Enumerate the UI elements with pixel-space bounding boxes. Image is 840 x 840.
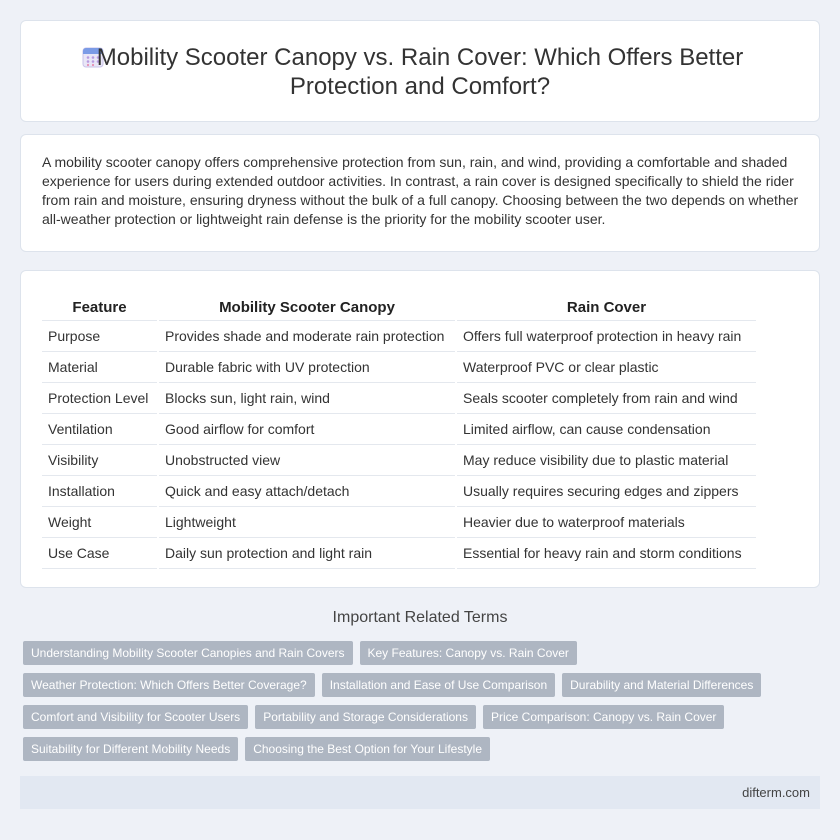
related-term-tag[interactable]: Portability and Storage Considerations	[255, 705, 476, 729]
related-term-tag[interactable]: Weather Protection: Which Offers Better Coverage?	[23, 673, 315, 697]
table-header-row	[42, 295, 756, 320]
cell-rain-cover: Offers full waterproof protection in heavy rain	[456, 320, 756, 351]
cell-rain-cover: Waterproof PVC or clear plastic	[456, 351, 756, 382]
related-term-tag[interactable]: Price Comparison: Canopy vs. Rain Cover	[483, 705, 724, 729]
cell-feature: Weight	[42, 506, 158, 537]
cell-canopy: Good airflow for comfort	[158, 413, 456, 444]
cell-canopy: Durable fabric with UV protection	[158, 351, 456, 382]
related-term-tag[interactable]: Choosing the Best Option for Your Lifestyle	[245, 737, 490, 761]
page-title: Mobility Scooter Canopy vs. Rain Cover: Which Offers Better Protection and Comfort?	[96, 44, 744, 100]
cell-canopy: Lightweight	[158, 506, 456, 537]
table-row	[42, 444, 756, 475]
cell-rain-cover: May reduce visibility due to plastic material	[456, 444, 756, 475]
comparison-table	[42, 295, 756, 569]
header-rain-cover: Rain Cover	[456, 295, 756, 320]
header-canopy: Mobility Scooter Canopy	[158, 295, 456, 320]
cell-rain-cover: Heavier due to waterproof materials	[456, 506, 756, 537]
cell-canopy: Blocks sun, light rain, wind	[158, 382, 456, 413]
related-term-tag[interactable]: Key Features: Canopy vs. Rain Cover	[360, 641, 577, 665]
related-term-tag[interactable]: Comfort and Visibility for Scooter Users	[23, 705, 248, 729]
cell-feature: Purpose	[42, 320, 158, 351]
cell-canopy: Quick and easy attach/detach	[158, 475, 456, 506]
related-term-tag[interactable]: Installation and Ease of Use Comparison	[322, 673, 555, 697]
cell-feature: Visibility	[42, 444, 158, 475]
cell-feature: Material	[42, 351, 158, 382]
cell-rain-cover: Usually requires securing edges and zippers	[456, 475, 756, 506]
table-row	[42, 320, 756, 351]
cell-rain-cover: Seals scooter completely from rain and wind	[456, 382, 756, 413]
header-feature: Feature	[42, 295, 158, 320]
related-term-tag[interactable]: Understanding Mobility Scooter Canopies and Rain Covers	[23, 641, 353, 665]
title-card	[20, 20, 820, 122]
cell-feature: Ventilation	[42, 413, 158, 444]
table-row	[42, 475, 756, 506]
table-row	[42, 382, 756, 413]
intro-card	[20, 134, 820, 252]
cell-canopy: Daily sun protection and light rain	[158, 537, 456, 568]
related-terms-list	[23, 641, 813, 761]
footer-site[interactable]: difterm.com	[742, 785, 810, 800]
cell-feature: Protection Level	[42, 382, 158, 413]
cell-rain-cover: Limited airflow, can cause condensation	[456, 413, 756, 444]
cell-feature: Installation	[42, 475, 158, 506]
related-term-tag[interactable]: Durability and Material Differences	[562, 673, 761, 697]
comparison-card	[20, 270, 820, 588]
intro-paragraph: A mobility scooter canopy offers comprehensive protection from sun, rain, and wind, providing a comfortable and shaded experience for users during extended outdoor activities. In contrast, a rain cover is designed specifically to shield the rider from rain and moisture, ensuring dryness without the bulk of a full canopy. Choosing between the two depends on whether all-weather protection or lightweight rain defense is the priority for the mobility scooter user.	[42, 154, 799, 227]
table-row	[42, 537, 756, 568]
related-terms-title: Important Related Terms	[332, 609, 508, 626]
table-row	[42, 351, 756, 382]
table-row	[42, 506, 756, 537]
cell-rain-cover: Essential for heavy rain and storm conditions	[456, 537, 756, 568]
table-row	[42, 413, 756, 444]
cell-canopy: Unobstructed view	[158, 444, 456, 475]
related-term-tag[interactable]: Suitability for Different Mobility Needs	[23, 737, 238, 761]
cell-canopy: Provides shade and moderate rain protection	[158, 320, 456, 351]
cell-feature: Use Case	[42, 537, 158, 568]
footer	[20, 776, 820, 809]
